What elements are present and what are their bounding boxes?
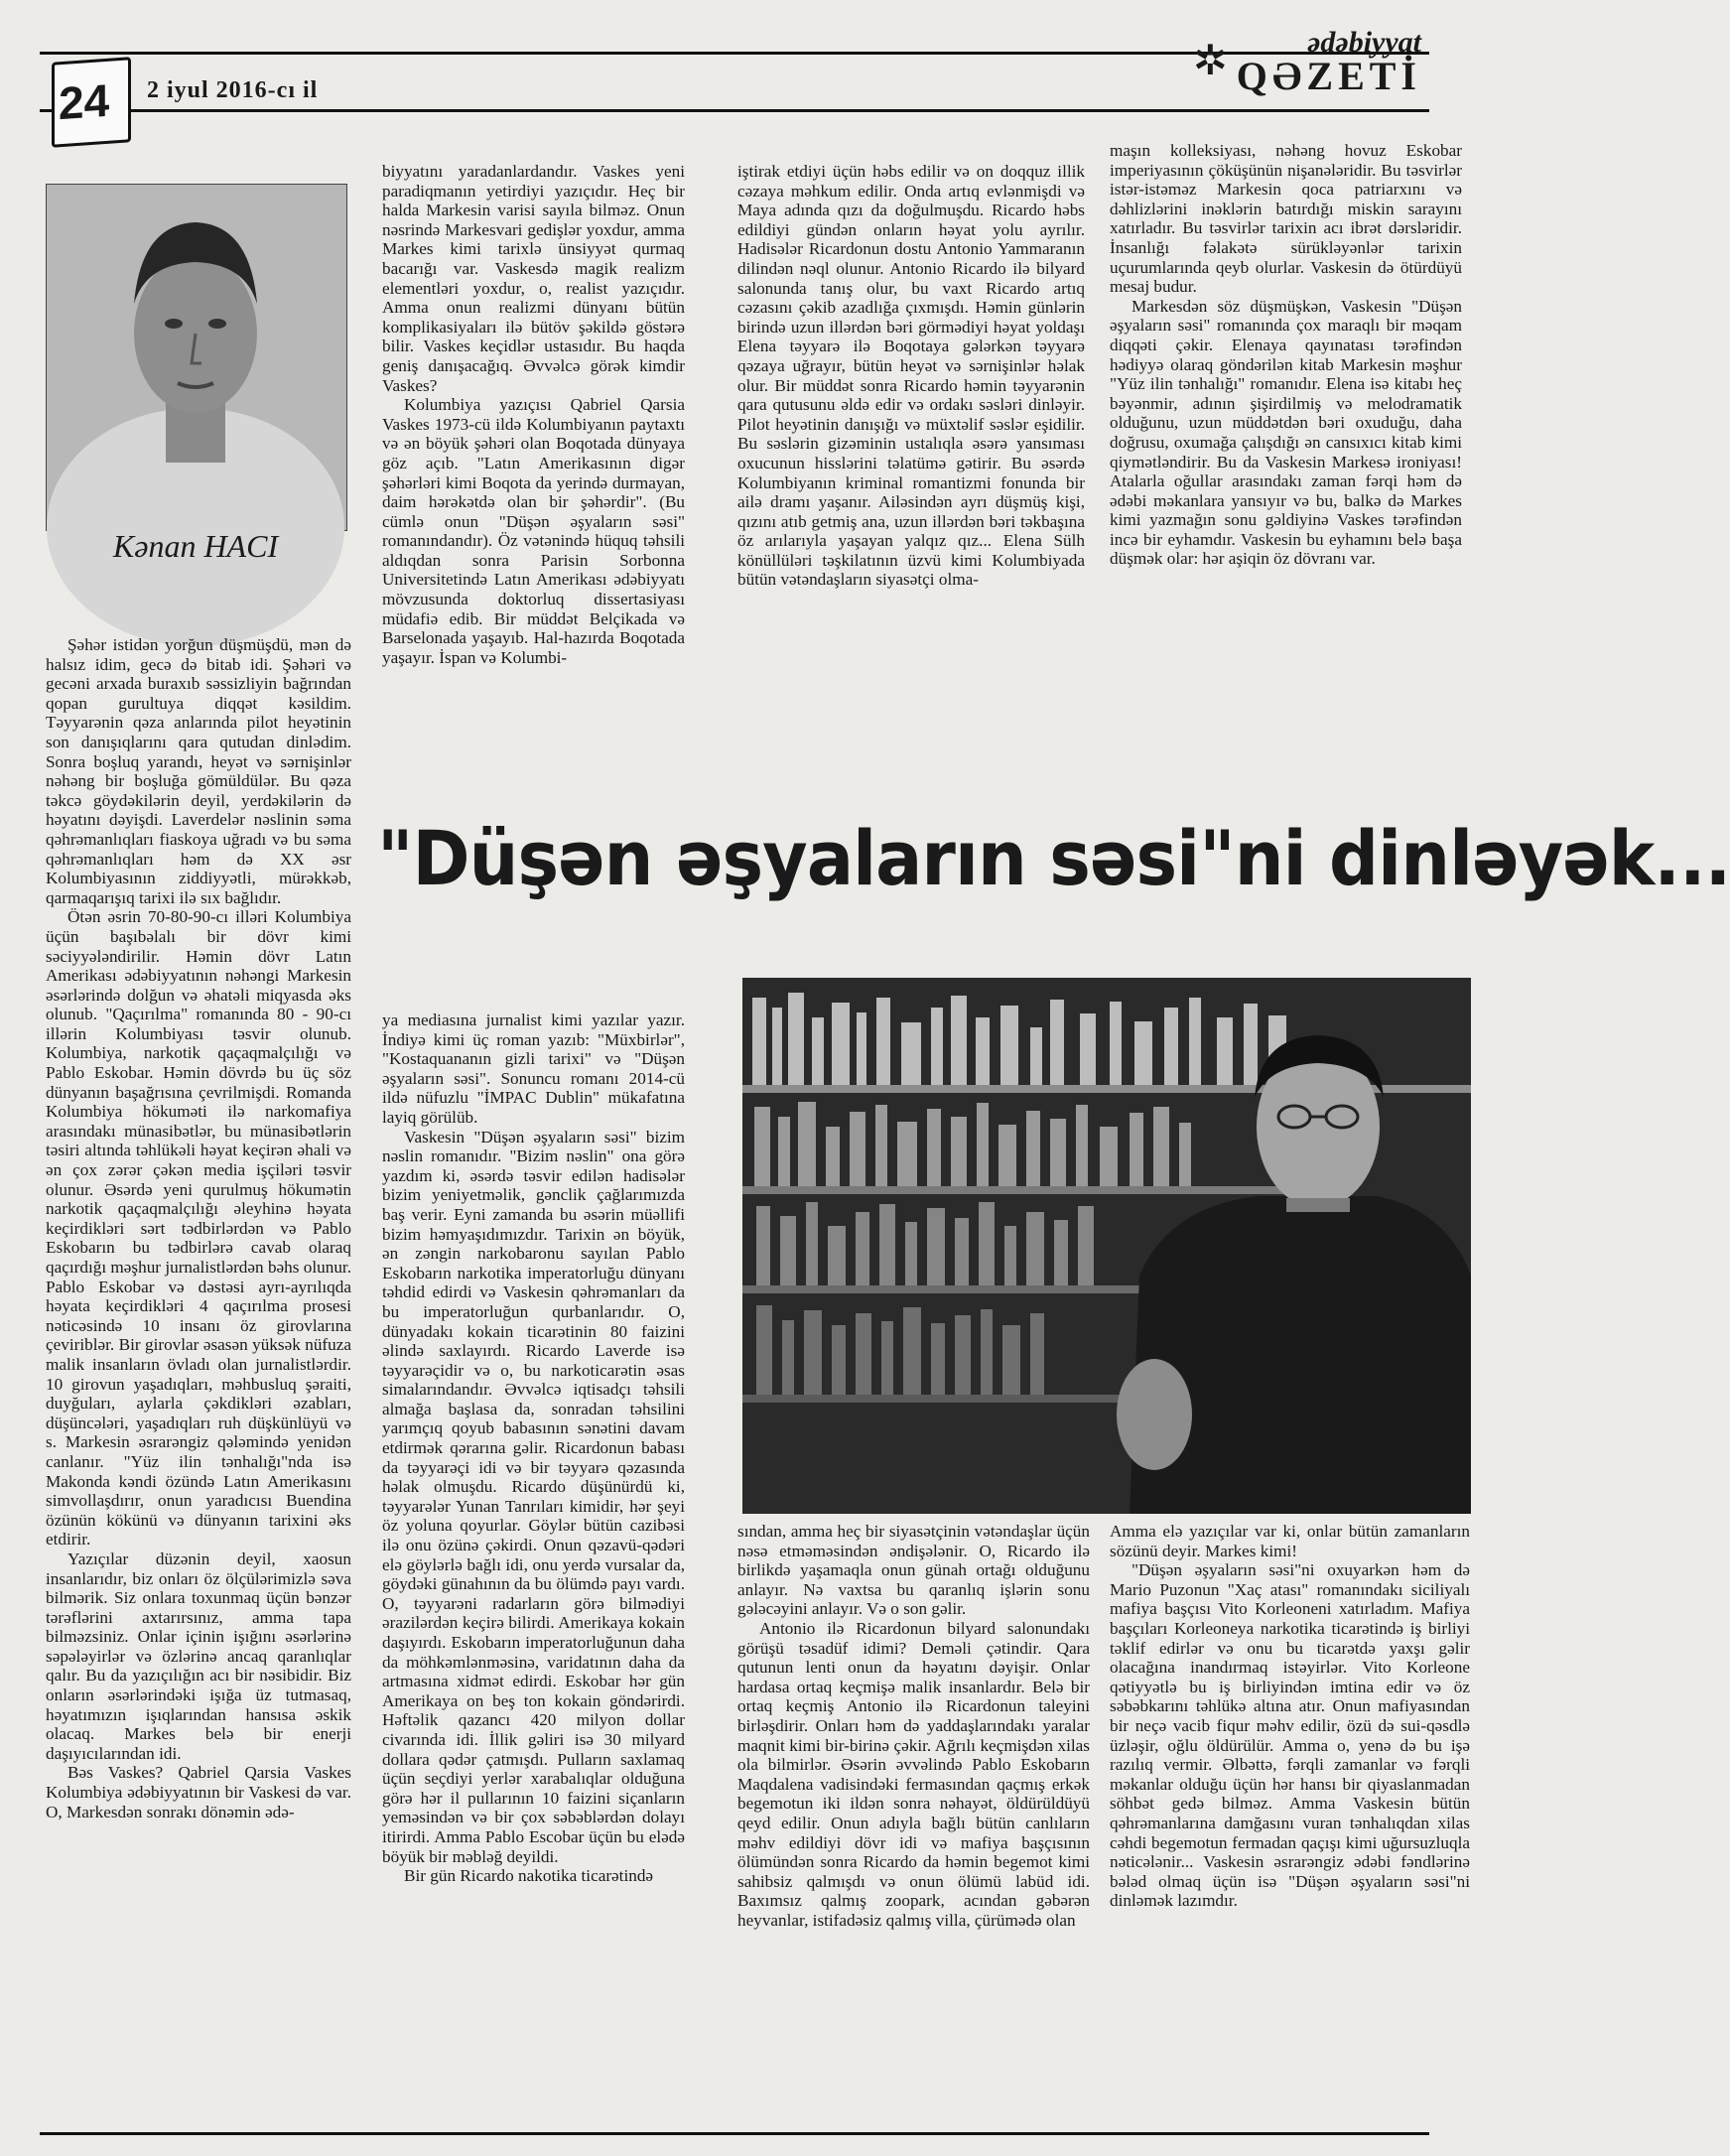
paragraph: Ötən əsrin 70-80-90-cı illəri Kolumbiya üçün başıbəlalı bir dövr kimi səciyyələndirilir. Həmin dövr Latın Amerikası ədəbiyyatının nəhəngi Markesin əsərlərində dolğun və əhatəli miqyasda əks olunub. "Qaçırılma" romanında 80 - 90-cı illərin Kolumbiyası təsvir olunub. Kolumbiya, narkotik qaçaqmalçılığı və Pablo Eskobar. Həmin dövrdə bu üç söz dünyanın başağrısına çevrilmişdi. Romanda Kolumbiya hökuməti ilə narkomafiya arasındakı münasibətlər, bu münasibətlərin təsiri altında təhlükəli həyat keçirən əhali və ən çox zərər çəkən media işçiləri təsvir olunur. Əsərdə yeni qurulmuş hökumətin narkotik qaçaqmalçılığı əleyhinə həyata keçirdikləri sərt tədbirlərdən və Pablo Eskobarın bu tədbirlərə cavab olaraq qaçırdığı məşhur jurnalistlərdən bəhs olunur. Pablo Eskobar və dəstəsi ayrı-ayrılıqda həyata keçirdikləri 4 qaçırılma prosesi nəticəsində 10 insanı öz girovlarına çeviriblər. Bir girovlar əsasən yüksək nüfuza malik insanların övladı olan jurnalistlərdir. 10 girovun yaşadıqları, məhbusluq şəraiti, duyğuları, aylarla çəkdikləri əzabları, düşüncələri, yaşadıqları ruh düşkünlüyü və s. Markesin əsrarəngiz qələmində yenidən canlanır. "Yüz ilin tənhalığı"nda isə Makonda kəndi özündə Latın Amerikasını simvollaşdırır, onun yaradıcısı Buendina özünün kökünü və dünyanın tarixini əks etdirir.	[46, 907, 351, 1550]
paragraph: Bir gün Ricardo nakotika ticarətində	[404, 1866, 654, 1886]
logo-line-2: QƏZETİ	[1236, 54, 1421, 98]
paragraph: sından, amma heç bir siyasətçinin vətəndaşlar üçün nəsə etməməsindən əndişələnir. O, Ricardo ilə birlikdə yaşamaqla onun günah ortağı olduğunu anlayır. Nə vaxtsa bu qaranlıq işlərin sonu gələcəyini anlayır. Və o son gəlir.	[737, 1522, 1090, 1619]
paragraph: Antonio ilə Ricardonun bilyard salonundakı görüşü təsadüf idimi? Deməli çətindir. Qara qutunun lenti onun da həyatını dəyişir. Onlar hardasa ortaq keçmişə malik insanlardır. Belə bir ortaq keçmiş Antonio ilə Ricardonun taleyini birləşdirir. Onları həm də yaddaşlarındakı yaralar maqnit kimi bir-birinə çəkir. Ağrılı keçmişdən xilas ola bilmirlər. Əsərin əvvəlində Pablo Eskobarın Maqdalena vadisindəki fermasından qaçmış erkək begemotun iki ildən sonra nəhayət, öldürüldüyü qeyd edilir. Onun adıyla bağlı bütün canlıların məhv edildiyi dövr idi və mafiya başçısının ölümündən sonra Ricardo da həmin begemot kimi sahibsiz qalmışdı və onun ölümü labüd idi. Baxımsız qalmış zoopark, acından gəbərən heyvanlar, istifadəsiz qalmış villa, çürümədə olan	[737, 1618, 1090, 1930]
article-column-1	[46, 635, 351, 2114]
paragraph: maşın kolleksiyası, nəhəng hovuz Eskobar imperiyasının çöküşünün nişanələridir. Bu təsvirlər istər-istəməz Markesin qoca patriarxını və dəhlizlərini inəklərin batırdığı miskin sarayını xatırladır. Bu təsvirlər tarixin acı ibrət dərsləridir. İnsanlığı fəlakətə sürükləyənlər tarixin uçurumlarında qeyb olurlar. Vaskesin də ötürdüyü mesaj budur.	[1110, 141, 1462, 297]
logo-line-1: ədəbiyyat	[1307, 26, 1421, 59]
article-column-2-top	[382, 162, 685, 787]
paragraph: iştirak etdiyi üçün həbs edilir və on doqquz illik cəzaya məhkum edilir. Onda artıq evlənmişdi və Maya adında qızı da doğulmuşdu. Ricardo həbs edildiyi gündən onların həyat yolu ayrılır. Hadisələr Ricardonun dostu Antonio Yammaranın dilindən nəql olunur. Antonio Ricardo ilə bilyard salonunda tanış olur, bu vaxt Ricardo artıq cəzasını çəkib azadlığa çıxmışdı. Həmin günlərin birində uzun illərdən bəri görmədiyi həyat yoldaşı Elena təyyarə ilə Boqotaya gələrkən təyyarə qəzaya uğrayır, bütün heyət və sərnişinlər həlak olur. Bir müddət sonra Ricardo həmin təyyarənin qara qutusunu əldə edir və ordakı səsləri dinləyir. Pilot heyətinin danışığı və müxtəlif səslər eşidilir. Bu səslərin gizəminin ustalıqla əsərə yansıması oxucunun hisslərini təlatümə gətirir. Bu əsərdə Kolumbiyanın kriminal romantizmi fonunda bir ailə dramı yaşanır. Ailəsindən ayrı düşmüş kişi, qızını atıb getmiş ana, uzun illərdən bəri təkbaşına öz arılarıyla yaşayan yalqız qız... Elena Sülh könüllüləri təşkilatının üzvü kimi Kolumbiyada bütün vətəndaşların siyasətçi olma-	[737, 162, 1085, 590]
issue-date: 2 iyul 2016-cı il	[147, 77, 319, 103]
paragraph: Markesdən söz düşmüşkən, Vaskesin "Düşən əşyaların səsi" romanında çox maraqlı bir məqam diqqəti çəkir. Elenaya qayınatası tərəfindən hədiyyə olaraq göndərilən kitab Markesin məşhur "Yüz ilin tənhalığı" romanıdır. Elena isə kitabı heç bəyənmir, adının şişirdilmiş və melodramatik olduğunu, uzun müddətdən bəri oxuduğu, daha doğrusu, oxumağa çalışdığı ən cansıxıcı kitab kimi qiymətləndirir. Bu da Vaskesin Markesə ironiyası! Atalarla oğullar arasındakı zaman fərqi həm də ədəbi məkanlara yansıyır və bu, balkə də Markes kimi yazmağın sonu gəldiyinə Vaskes tərəfindən incə bir eyhamdır. Vaskesin bu eyhamını belə başa düşmək olar: hər aşiqin öz dövranı var.	[1110, 296, 1462, 569]
page-number: 24	[59, 73, 110, 130]
article-photo	[742, 978, 1471, 1514]
footer-rule	[40, 2132, 1429, 2135]
article-column-4-top	[1110, 141, 1462, 786]
bookshelf-portrait-illustration	[742, 978, 1471, 1514]
paragraph: ya mediasına jurnalist kimi yazılar yazır. İndiyə kimi üç roman yazıb: "Müxbirlər", "Kostaquananın gizli tarixi" və "Düşən əşyaların səsi". Sonuncu romanı 2014-cü ildə nüfuzlu "İMPAC Dublin" mükafatına layiq görülüb.	[382, 1011, 685, 1127]
author-portrait-illustration	[47, 185, 346, 530]
paragraph: "Düşən əşyaların səsi"ni oxuyarkən həm də Mario Puzonun "Xaç atası" romanındakı siciliyalı mafiya başçısı Vito Korleoneni xatırladım. Mafiya başçıları Korleoneya narkotika ticarətində iş birliyi təklif edirlər və onu bu ticarətdə yaxşı gəlir olacağına inandırmaq istəyirlər. Vito Korleone qətiyyətlə bu iş birliyindən imtina edir və öz səbəbkarını təhlükə altına atır. Onun mafiyasından bir neçə vacib fiqur məhv edilir, özü də sui-qəsdlə üzləşir, oğlu öldürülür. Amma o, yenə də bu işə razılıq vermir. Əlbəttə, fərqli zamanlar və fərqli məkanlar olduğu üçün hər hansı bir qiyaslanmadan söhbət gedə bilməz. Amma Vaskesin bütün qəhrəmanlarına damğasını vuran tənhalıqdan xilas cəhdi begemotun fermadan qaçışı kimi uğursuzluqla nəticələnir... Vaskesin əsrarəngiz ədəbi fəndlərinə bələd olmaq üçün isə "Düşən əşyaların səsi"ni dinləmək lazımdır.	[1110, 1560, 1470, 1911]
paragraph: biyyatını yaradanlardandır. Vaskes yeni paradiqmanın yetirdiyi yazıçıdır. Heç bir halda Markesin varisi sayıla bilməz. Onun nəsrində Markesvari gedişlər yoxdur, amma Markes kimi tarixlə ünsiyyət qurmaq bacarığı var. Vaskesdə magik realizm elementləri yoxdur, o, realist yazıçıdır. Amma onun realizmi dünyanı bütün komplikasiyaları ilə bütöv şəkildə göstərə bilir. Vaskes keçidlər ustasıdır. Bu haqda geniş danışacağıq. Əvvəlcə görək kimdir Vaskes?	[382, 162, 685, 395]
header-bottom-rule	[40, 109, 1429, 112]
article-column-3-top	[737, 162, 1085, 787]
paragraph: Yazıçılar düzənin deyil, xaosun insanlarıdır, biz onları öz ölçülərimizlə səva bilmərik. Siz onlara toxunmaq üçün bənzər tərəflərini axtarırsınız, amma tapa bilməzsiniz. Onlar içinin işığını əsərlərinə səpələyirlər və özlərinə ancaq qaranlıqlar qalır. Bu da yazıçılığın acı bir nəsibidir. Biz onların əsərlərindəki işığa üz tutmasaq, həyatımızın işıqlarından hansısa əskik olacaq. Markes belə bir enerji daşıyıcılarından idi.	[46, 1549, 351, 1763]
paragraph: Bəs Vaskes? Qabriel Qarsia Vaskes Kolumbiya ədəbiyyatının bir Vaskesi də var. O, Markesdən sonrakı dönəmin ədə-	[46, 1763, 351, 1821]
article-column-4-bottom	[1110, 1522, 1470, 2117]
article-column-3-bottom	[737, 1522, 1090, 2117]
paragraph: Amma elə yazıçılar var ki, onlar bütün zamanların sözünü deyir. Markes kimi!	[1110, 1522, 1470, 1560]
page-number-badge	[52, 57, 131, 148]
author-name: Kənan HACI	[112, 528, 279, 564]
paragraph: Vaskesin "Düşən əşyaların səsi" bizim nəslin romanıdır. "Bizim nəslin" ona görə yazdım ki, əsərdə təsvir edilən hadisələr bizim yeniyetməlik, gənclik çağlarımızda baş verir. Eyni zamanda bu əsərin müəllifi bizim həmyaşıdımızdır. Tarixin ən böyük, ən zəngin narkobaronu sayılan Pablo Eskobarın narkotika imperatorluğu dünyanı təhdid edirdi və Vaskesin qəhrəmanları da bu imperatorluğun qurbanlarıdır. O, dünyadakı kokain ticarətinin 80 faizini əlində saxlayırdı. Ricardo Laverde isə təyyarəçidir və o, bu narkoticarətin əsas simalarındandır. Əvvəlcə iqtisadçı təhsili almağa başlasa da, sonradan təhsilini yarımçıq qoyub babasının sənətini davam etdirmək qərarına gəlir. Ricardonun babası da təyyarəçi idi və bir təyyarə qəzasında həlak olmuşdu. Ricardo düşünürdü ki, təyyarələr Yunan Tanrıları kimidir, hər şeyi öz yoluna qoyurlar. Göylər bütün cazibəsi ilə onu özünə çəkirdi. Onun qəzavü-qədəri elə göylərlə bağlı idi, onu yerdə vursalar da, göydəki günahının da bu ölümdə payı vardı. O, təyyarəni radarların görə bilmədiyi ərazilərdən keçirə bilirdi. Amerikaya kokain daşıyırdı. Eskobarın imperatorluğunun daha da möhkəmlənməsinə, varidatının daha da artmasına xidmət edirdi. Eskobar hər gün Amerikaya on beş ton kokain göndərirdi. Həftəlik qazancı 420 milyon dollar civarında idi. İllik gəliri isə 30 milyard dollara qədər çatmışdı. Pulların saxlamaq üçün seçdiyi yerlər xarabalıqlar olduğuna görə hər il pullarının 10 faizini siçanların yeməsindən və bir çox səbəblərdən dolayı itirirdi. Amma Pablo Escobar üçün bu elədə böyük bir məbləğ deyildi.	[382, 1127, 685, 1866]
article-headline: "Düşən əşyaların səsi"ni dinləyək...	[377, 814, 1730, 902]
paragraph: Şəhər istidən yorğun düşmüşdü, mən də halsız idim, gecə də bitab idi. Şəhəri və gecəni arxada buraxıb səssizliyin bağrından qopan gurultuya diqqət kəsildim. Təyyarənin qəza anlarında pilot heyətinin son danışıqlarını qara qutudan dinlədim. Sonra boşluq yarandı, heyət və sərnişinlər nəhəng bir boşluğa gömüldülər. Bu qəza təkcə göydəkilərin deyil, yerdəkilərin də həyatını dəyişdi. Laverdelər nəslinin səma qəhrəmanlıqları fiaskoya uğradı və bu səma qəhrəmanlıqları həm də XX əsr Kolumbiyasının ziddiyyətli, mürəkkəb, qarmaqarışıq tarixi ilə sıx bağlıdır.	[46, 635, 351, 907]
logo-star-icon: ✲	[1192, 39, 1228, 84]
newspaper-logo	[1192, 26, 1421, 98]
author-photo	[46, 184, 347, 531]
paragraph: Kolumbiya yazıçısı Qabriel Qarsia Vaskes 1973-cü ildə Kolumbiyanın paytaxtı və ən böyük şəhəri olan Boqotada dünyaya göz açıb. "Latın Amerikasının digər şəhərləri kimi Boqota da yerində durmayan, daim hərəkətdə olan bir şəhərdir". (Bu cümlə onun "Düşən əşyaların səsi" romanındandır). Öz vətənində hüquq təhsili aldıqdan sonra Parisin Sorbonna Universitetində Latın Amerikası ədəbiyyatı mövzusunda doktorluq dissertasiyası müdafiə edib. Bir müddət Belçikada və Barselonada yaşayıb. Hal-hazırda Boqotada yaşayır. İspan və Kolumbi-	[382, 395, 685, 667]
article-column-2-bottom	[382, 1011, 685, 2117]
